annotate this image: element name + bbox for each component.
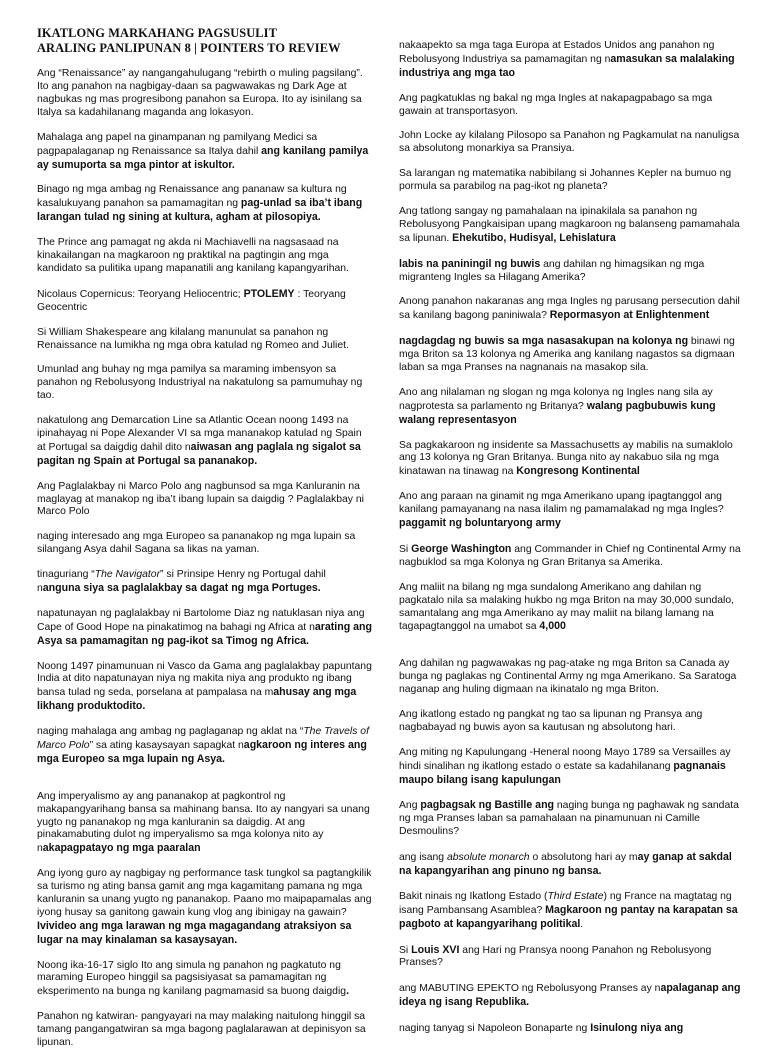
right-paragraph bbox=[399, 296, 743, 323]
right-paragraph bbox=[399, 1022, 743, 1036]
paragraph-text: Sa larangan ng matematika nabibilang si Johannes Kepler na bumuo ng pormula sa parabilog na pag-ikot ng planeta? bbox=[399, 168, 732, 193]
left-paragraph bbox=[37, 237, 372, 276]
right-paragraph bbox=[399, 206, 743, 246]
left-paragraph bbox=[37, 531, 372, 557]
left-paragraph bbox=[37, 868, 372, 947]
paragraph-text: Ano ang paraan na ginamit ng mga Amerikano upang ipagtanggol ang kanilang pamayanang na nasa ilalim ng pamamalakad ng mga Ingles? bbox=[399, 491, 724, 516]
answer-text: Repormasyon at Enlightenment bbox=[549, 309, 710, 322]
paragraph-text: ang isang bbox=[399, 852, 447, 864]
paragraph-text: Ang dahilan ng pagwawakas ng pag-atake ng mga Briton sa Canada ay bunga ng paglakas ng Continental Army ng mga Amerikano. Sa Saratoga naganap ang huling digmaan na ikinatalo ng mga Briton. bbox=[399, 658, 737, 696]
left-paragraph bbox=[37, 1011, 372, 1050]
right-paragraph bbox=[399, 658, 743, 697]
paragraph-text: ang MABUTING EPEKTO ng Rebolusyong Pranses ay n bbox=[399, 983, 661, 995]
paragraph-text: Ang iyong guro ay nagbigay ng performance task tungkol sa pagtangkilik sa turismo ng ating bansa gamit ang mga kagamitang pamana ng mga kanluranin sa unang yugto ng pananakop. Paano mo maipapamalas ang iyong husay sa ganitong gawain kung vlog ang ibinigay na gawain? bbox=[37, 868, 372, 918]
paragraph-text: Ang tatlong sangay ng pamahalaan na ipinakilala sa panahon ng Rebolusyong Pangkaisipan upang magkaroon ng balanseng pamamahala sa lipunan. bbox=[399, 206, 740, 244]
answer-text: pag-unlad sa iba’t ibang larangan tulad ng sining at kultura, agham at pilosopiya. bbox=[37, 197, 363, 224]
answer-text: pagbagsak ng Bastille ang bbox=[420, 799, 555, 812]
answer-text: aiwasan ang paglala ng sigalot sa pagitan ng Spain at Portugal sa pananakop. bbox=[37, 440, 361, 467]
paragraph-text: Nicolaus Copernicus: Teoryang Heliocentric; bbox=[37, 288, 244, 300]
paragraph-text: Umunlad ang buhay ng mga pamilya sa maraming imbensyon sa panahon ng Rebolusyong Industriyal na nakatulong sa pamumuhay ng tao. bbox=[37, 364, 363, 402]
left-paragraph bbox=[37, 791, 372, 856]
paragraph-text: Binago ng mga ambag ng Renaissance ang pananaw sa kultura ng kasalukuyang panahon sa pamamagitan ng bbox=[37, 184, 347, 210]
italic-text: Third Estate bbox=[547, 890, 604, 902]
left-paragraph bbox=[37, 608, 372, 649]
paragraph-text: naging interesado ang mga Europeo sa pananakop ng mga lupain sa silangang Asya dahil Sagana sa likas na yaman. bbox=[37, 531, 356, 556]
paragraph-text: John Locke ay kilalang Pilosopo sa Panahon ng Pagkamulat na nanuligsa sa absolutong monarkiya sa Pransiya. bbox=[399, 130, 740, 155]
right-paragraph bbox=[399, 799, 743, 839]
paragraph-text: napatunayan ng paglalakbay ni Bartolome Diaz ng natuklasan niya ang Cape of Good Hope na pinakatimog na bahagi ng Africa at n bbox=[37, 607, 365, 633]
answer-text: . bbox=[346, 985, 350, 998]
paragraph-text: naging mahalaga ang ambag ng paglaganap ng aklat na “ bbox=[37, 726, 304, 738]
paragraph-text: Ano ang nilalaman ng slogan ng mga kolonya ng Ingles nang sila ay nagprotesta sa parlamento ng Britanya? bbox=[399, 386, 713, 412]
answer-text: Isinulong niya ang bbox=[590, 1022, 684, 1035]
right-paragraph bbox=[399, 258, 743, 285]
paragraph-text: Anong panahon nakaranas ang mga Ingles ng parusang persecution dahil sa kanilang bagong paniniwala? bbox=[399, 296, 740, 322]
paragraph-text: Ang pagkatuklas ng bakal ng mga Ingles at nakapagpabago sa mga gawain at transportasyon. bbox=[399, 92, 713, 117]
left-paragraph bbox=[37, 132, 372, 173]
paragraph-text: tinaguriang “ bbox=[37, 569, 95, 581]
right-paragraph bbox=[399, 387, 743, 428]
right-column-body bbox=[399, 40, 743, 1036]
answer-text: Ivivideo ang mga larawan ng mga magagandang atraksiyon sa lugar na may kinalaman sa kasaysayan. bbox=[37, 919, 352, 946]
left-paragraph bbox=[37, 68, 372, 120]
answer-text: pagnanais maupo bilang isang kapulungan bbox=[399, 759, 726, 786]
answer-text: PTOLEMY bbox=[243, 287, 295, 300]
paragraph-text: ” si Prinsipe Henry ng Portugal dahil n bbox=[37, 569, 326, 594]
paragraph-text: Ang ikatlong estado ng pangkat ng tao sa lipunan ng Pransya ang nagbabayad ng buwis ayon sa kautusan ng absolutong hari. bbox=[399, 708, 703, 733]
left-paragraph bbox=[37, 661, 372, 715]
right-paragraph bbox=[399, 582, 743, 635]
left-paragraph bbox=[37, 184, 372, 225]
paragraph-text: Si bbox=[399, 543, 412, 555]
paragraph-text: binawi ng mga Briton sa 13 kolonya ng Amerika ang kanilang nagastos sa digmaan laban sa mga Pranses na nagnanais na masakop sila. bbox=[399, 336, 735, 374]
answer-text: ay ganap at sakdal na kapangyarihan ang pinuno ng bansa. bbox=[399, 851, 732, 877]
answer-text: amasukan sa malalaking industriya ang mga tao bbox=[399, 52, 735, 79]
right-paragraph bbox=[399, 543, 743, 570]
left-paragraph bbox=[37, 960, 372, 1000]
left-paragraph bbox=[37, 288, 372, 315]
answer-text: ang kanilang pamilya ay sumuporta sa mga pintor at iskultor. bbox=[37, 144, 369, 171]
right-paragraph bbox=[399, 491, 743, 531]
answer-text: George Washington bbox=[411, 542, 512, 555]
left-paragraph bbox=[37, 327, 372, 353]
answer-text: labis na paniningil ng buwis bbox=[399, 257, 541, 270]
answer-text: ahusay ang mga likhang produktodito. bbox=[37, 686, 357, 713]
paragraph-text: Sa pagkakaroon ng insidente sa Massachusetts ay mabilis na sumaklolo ang 13 kolonya ng Gran Britanya. Bunga nito ay nakabuo sila ng mga kinatawan na tinawag na bbox=[399, 439, 733, 478]
answer-text: Kongresong Kontinental bbox=[516, 465, 640, 478]
left-paragraph bbox=[37, 726, 372, 767]
paragraph-text: Ang imperyalismo ay ang pananakop at pagkontrol ng makapangyarihang bansa sa mahinang bansa. Ito ay nangyari sa unang yugto ng pananakop ng mga kanluranin sa daigdig. At ang pinakamabuting dulot ng imperyalismo sa mga kolonya nito ay n bbox=[37, 790, 370, 855]
right-paragraph bbox=[399, 982, 743, 1010]
answer-text: agkaroon ng interes ang mga Europeo sa mga lupain ng Asya. bbox=[37, 738, 367, 765]
right-paragraph bbox=[399, 168, 743, 194]
right-paragraph bbox=[399, 944, 743, 971]
left-column-body bbox=[37, 68, 372, 1050]
paragraph-text: naging tanyag si Napoleon Bonaparte ng bbox=[399, 1023, 591, 1035]
answer-text: paggamit ng boluntaryong army bbox=[399, 517, 561, 530]
right-paragraph bbox=[399, 747, 743, 788]
paragraph-text: : Teoryang Geocentric bbox=[37, 288, 346, 313]
paragraph-text: Si William Shakespeare ang kilalang manunulat sa panahon ng Renaissance na lumikha ng mga obra katulad ng Romeo and Juliet. bbox=[37, 326, 349, 351]
paragraph-text: The Prince ang pamagat ng akda ni Machiavelli na nagsasaad na kinakailangan na magkaroon ng praktikal na pagtingin ang mga kandidato sa pulitika upang mapanatili ang kanilang kapangyarihan. bbox=[37, 237, 349, 274]
paragraph-text: Ang maliit na bilang ng mga sundalong Amerikano ang dahilan ng pagkatalo nila sa malaking hukbo ng mga Briton na may 30,000 sundalo, samantalang ang mga Amerikano ay may maliit na bilang lamang na tagapagtanggol na umabot sa bbox=[399, 581, 735, 633]
paragraph-text: nakatulong ang Demarcation Line sa Atlantic Ocean noong 1493 na ipinahayag ni Pope Alexander VI sa mga mananakop katulad ng Spain at Portugal sa daigdig dahil dito n bbox=[37, 415, 362, 453]
paragraph-text: Noong ika-16-17 siglo Ito ang simula ng panahon ng pagkatuto ng maraming Europeo hinggil sa pagsisiyasat sa pamamagitan ng eksperimento na bunga ng kanilang pagmamasid sa buong daigdig bbox=[37, 959, 347, 998]
right-paragraph bbox=[399, 93, 743, 119]
left-paragraph bbox=[37, 415, 372, 469]
paragraph-text: naging bunga ng paghawak ng sandata ng mga Pranses laban sa pamahalaan na pinamunuan ni Camille Desmoulins? bbox=[399, 800, 739, 838]
paragraph-text: ang Hari ng Pransya noong Panahon ng Rebolusyong Pranses? bbox=[399, 944, 712, 969]
right-paragraph bbox=[399, 335, 743, 375]
right-paragraph bbox=[399, 40, 743, 81]
left-paragraph bbox=[37, 569, 372, 596]
answer-text: Ehekutibo, Hudisyal, Lehislatura bbox=[452, 231, 616, 244]
right-paragraph bbox=[399, 440, 743, 480]
answer-text: apalaganap ang ideya ng isang Republika. bbox=[399, 982, 741, 1009]
italic-text: The Travels of Marco Polo bbox=[37, 726, 369, 751]
paragraph-text: ) ng France na magtatag ng isang Pambansang Asamblea? bbox=[399, 890, 732, 916]
paragraph-text: Bakit ninais ng Ikatlong Estado ( bbox=[399, 890, 548, 902]
paragraph-text: Ang Paglalakbay ni Marco Polo ang nagbunsod sa mga Kanluranin na maglayag at manakop ng iba’t ibang lupain sa daigdig ? Paglalakbay ni Marco Polo bbox=[37, 480, 364, 518]
paragraph-text: Noong 1497 pinamunuan ni Vasco da Gama ang paglalakbay papuntang India at dito napatunayan niya ng makita niya ang produkto ng ibang bansa tulad ng seda, porselana at pampalasa na m bbox=[37, 660, 372, 699]
italic-text: The Navigator bbox=[94, 569, 161, 581]
paragraph-text: ang Commander in Chief ng Continental Army na nagbuklod sa mga Kolonya ng Gran Britanya sa Amerika. bbox=[399, 543, 741, 568]
paragraph-text: Panahon ng katwiran- pangyayari na may malaking naitulong hinggil sa tamang pangangatwiran sa mga bagong paglalarawan at depinisyon sa lipunan. bbox=[37, 1011, 366, 1049]
left-column bbox=[37, 0, 372, 1062]
answer-text: akapagpatayo ng mga paaralan bbox=[42, 842, 201, 855]
answer-text: 4,000 bbox=[539, 620, 566, 633]
answer-text: Magkaroon ng pantay na karapatan sa pagboto at kapangyarihang politikal bbox=[399, 903, 738, 930]
italic-text: absolute monarch bbox=[446, 852, 530, 864]
document-title: IKATLONG MARKAHANG PAGSUSULIT bbox=[37, 26, 277, 40]
answer-text: arating ang Asya sa pamamagitan ng pag-ikot sa Timog ng Africa. bbox=[37, 620, 372, 647]
paragraph-text: . bbox=[580, 918, 584, 930]
paragraph-text: Ang “Renaissance” ay nangangahulugang “rebirth o muling pagsilang”. Ito ang panahon na nagbigay-daan sa pagwawakas ng Dark Age at nagbukas ng mas progresibong panahon sa Europa. Ito ay isinilang sa Italya sa kadahilanang maganda ang lokasyon. bbox=[37, 68, 363, 118]
paragraph-text: Ang miting ng Kapulungang -Heneral noong Mayo 1789 sa Versailles ay hindi sinalihan ng ikatlong estado o estate sa kadahilanang bbox=[399, 746, 731, 772]
paragraph-text: ang dahilan ng himagsikan ng mga migranteng Ingles sa Hilagang Amerika? bbox=[399, 258, 705, 283]
paragraph-text: Si bbox=[399, 944, 412, 956]
paragraph-text: Ang bbox=[399, 800, 421, 812]
right-paragraph bbox=[399, 709, 743, 735]
answer-text: Louis XVI bbox=[411, 943, 460, 956]
answer-text: walang pagbubuwis kung walang representasyon bbox=[399, 399, 716, 426]
left-paragraph bbox=[37, 364, 372, 403]
right-paragraph bbox=[399, 851, 743, 879]
paragraph-text: ” sa ating kasaysayan sapagkat n bbox=[89, 739, 244, 751]
paragraph-text: Mahalaga ang papel na ginampanan ng pamilyang Medici sa pagpapalaganap ng Renaissance sa Italya dahil bbox=[37, 131, 318, 157]
right-column bbox=[399, 0, 743, 1048]
right-paragraph bbox=[399, 891, 743, 932]
answer-text: anguna siya sa paglalakbay sa dagat ng mga Portuges. bbox=[42, 581, 321, 594]
right-paragraph bbox=[399, 130, 743, 156]
left-paragraph bbox=[37, 481, 372, 520]
paragraph-text: o absolutong hari ay m bbox=[529, 852, 638, 864]
document-subtitle: ARALING PANLIPUNAN 8 | POINTERS TO REVIEW bbox=[37, 40, 341, 55]
paragraph-text: nakaapekto sa mga taga Europa at Estados Unidos ang panahon ng Rebolusyong Industriya sa pamamagitan ng n bbox=[399, 40, 715, 65]
answer-text: nagdagdag ng buwis sa mga nasasakupan na kolonya ng bbox=[399, 335, 689, 348]
